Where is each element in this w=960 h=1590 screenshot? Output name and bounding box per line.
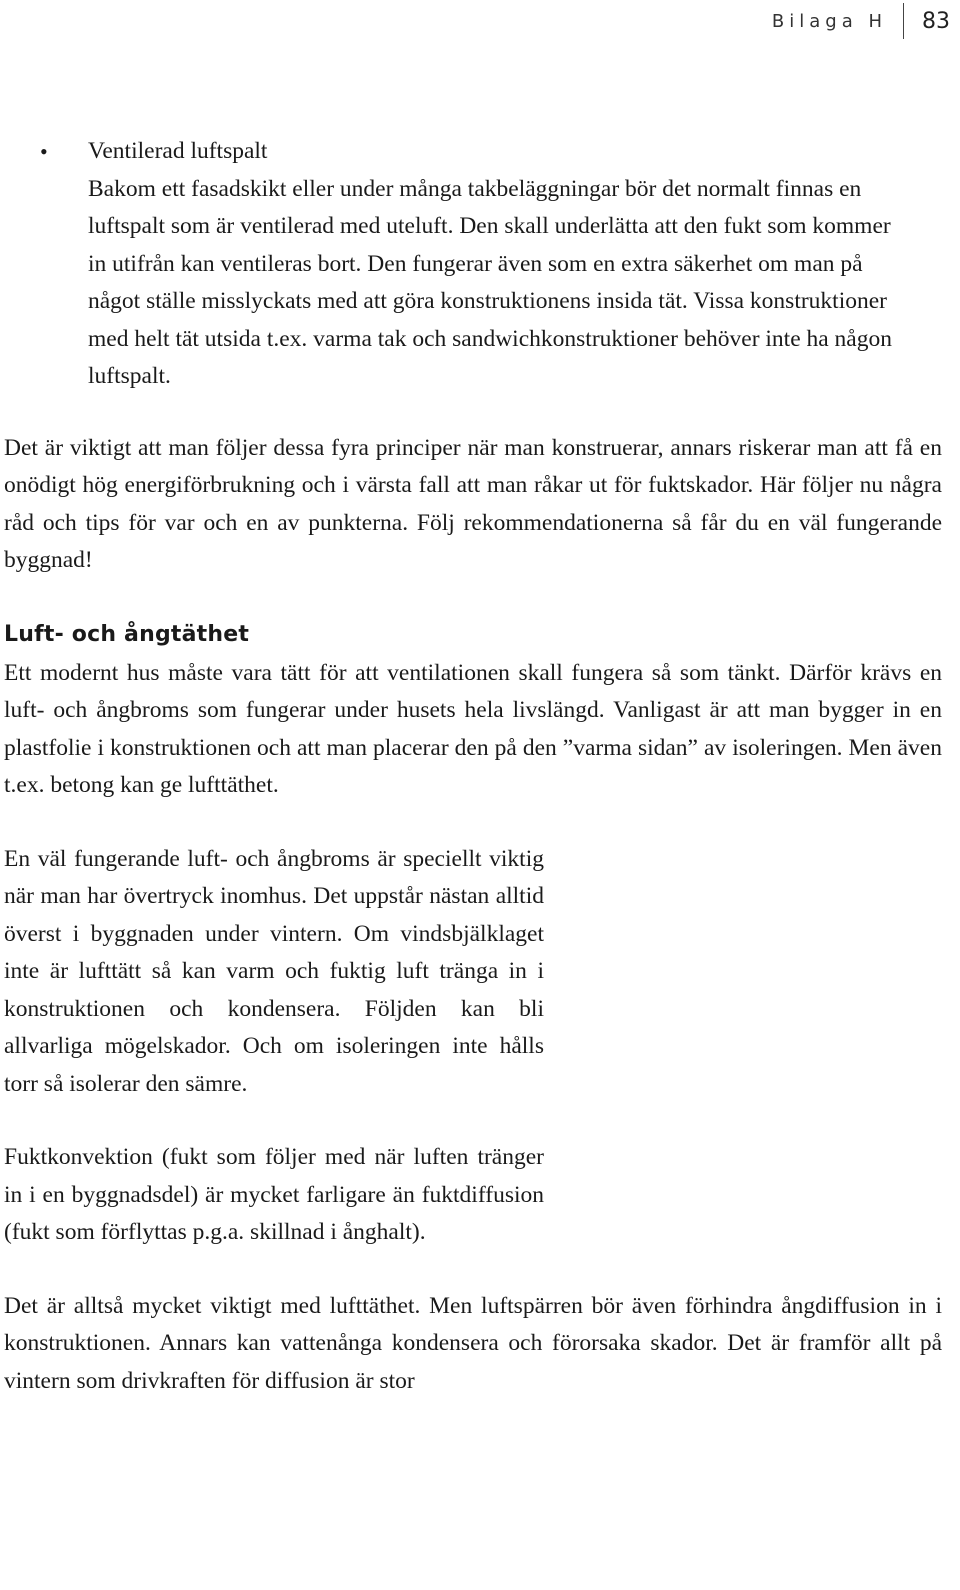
section-paragraph: Det är alltså mycket viktigt med lufttäthet. Men luftspärren bör även förhindra ångdiffusion in i konstruktionen. Annars kan vattenånga kondensera och förorsaka skador. Det är framför allt på vintern som drivkraften för diffusion är stor <box>4 1292 942 1394</box>
section-label: Bilaga H <box>771 10 887 32</box>
section-paragraph: Fuktkonvektion (fukt som följer med när luften tränger in i en byggnadsdel) är mycket farligare än fuktdiffusion (fukt som förflyttas p.g.a. skillnad i ånghalt). <box>4 1144 544 1245</box>
section-heading: Luft- och ångtäthet <box>4 621 250 647</box>
bullet-title: Ventilerad luftspalt <box>88 138 268 164</box>
intro-paragraph: Det är viktigt att man följer dessa fyra principer när man konstruerar, annars riskerar man att få en onödigt hög energiförbrukning och i värsta fall att man råkar ut för fuktskador. Här följer nu några råd och tips för var och en av punkterna. Följ rekommendationerna så får du en väl fungerande byggnad! <box>4 434 942 573</box>
section-paragraph: En väl fungerande luft- och ångbroms är speciellt viktig när man har övertryck inomhus. Det uppstår nästan alltid överst i byggnaden under vintern. Om vindsbjälklaget inte är lufttätt så kan varm och fuktig luft tränga in i konstruktionen och kondensera. Följden kan bli allvarliga mögelskador. Och om isoleringen inte hålls torr så isolerar den sämre. <box>4 845 544 1097</box>
bullet-dot-icon: • <box>40 139 48 164</box>
bullet-item <box>4 133 910 396</box>
page-content <box>4 133 942 1408</box>
page-number: 83 <box>922 8 950 34</box>
bullet-text: Bakom ett fasadskikt eller under många takbeläggningar bör det normalt finnas en luftspalt som är ventilerad med uteluft. Den skall underlätta att den fukt som kommer in utifrån kan ventileras bort. Den fungerar även som en extra säkerhet om man på något ställe misslyckats med att göra konstruktionens insida tät. Vissa konstruktioner med helt tät utsida t.ex. varma tak och sandwichkonstruktioner behöver inte ha någon luftspalt. <box>88 175 892 389</box>
running-header <box>772 4 950 38</box>
header-divider <box>903 3 904 39</box>
section-paragraph: Ett modernt hus måste vara tätt för att ventilationen skall fungera så som tänkt. Därför krävs en luft- och ångbroms som fungerar under husets hela livslängd. Vanligast är att man bygger in en plastfolie i konstruktionen och att man placerar den på den ”varma sidan” av isoleringen. Men även t.ex. betong kan ge lufttäthet. <box>4 659 942 798</box>
